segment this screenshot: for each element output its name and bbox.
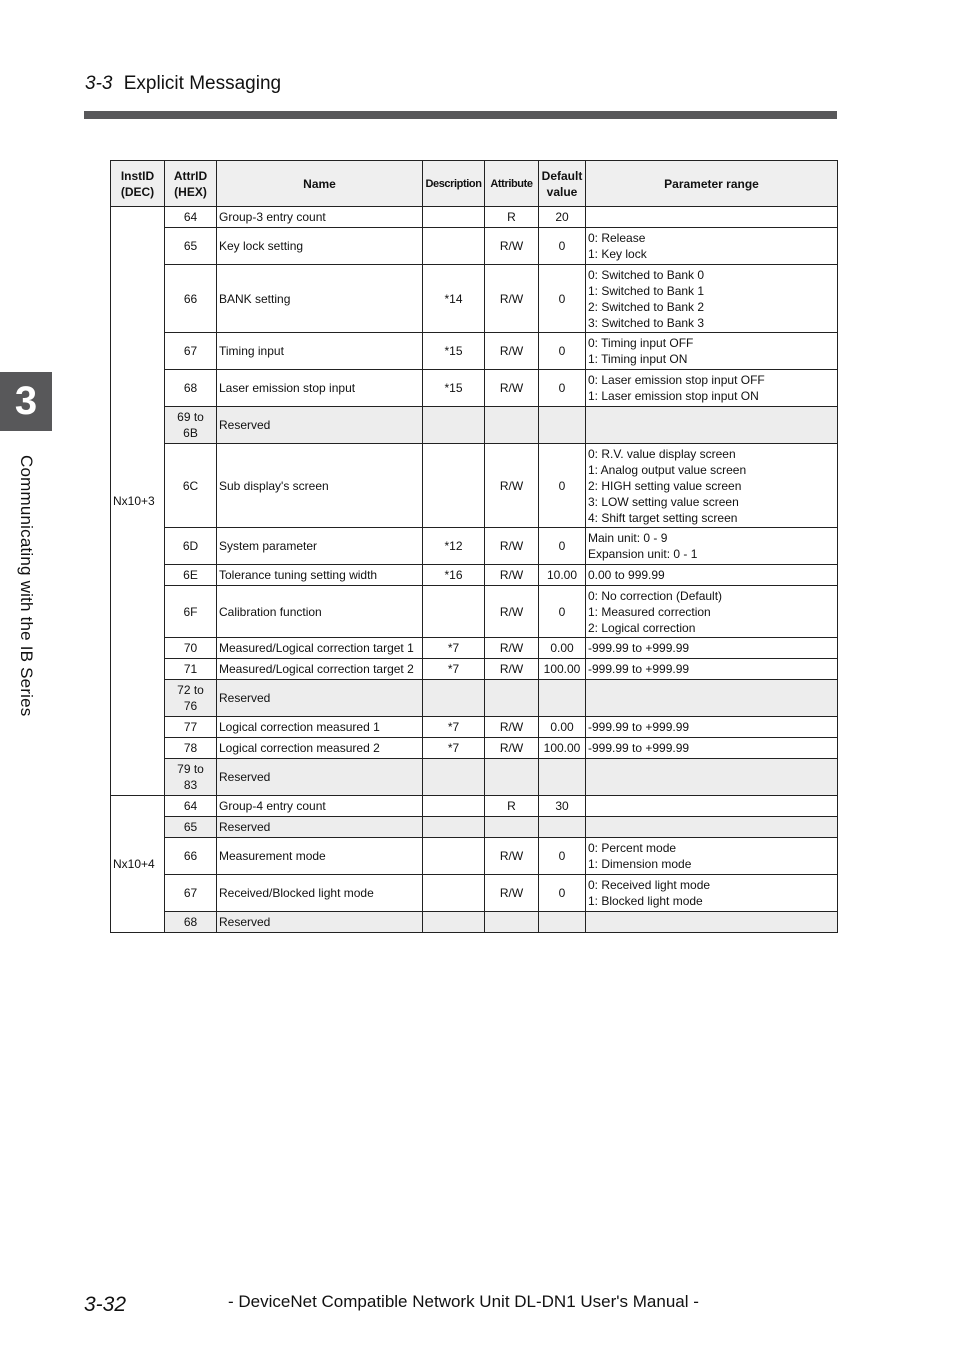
attr-id-cell: 69 to 6B	[165, 407, 217, 444]
name-cell: Timing input	[217, 333, 423, 370]
attr-id-cell: 78	[165, 738, 217, 759]
description-cell: *14	[423, 265, 485, 333]
attr-id-cell: 67	[165, 333, 217, 370]
description-cell	[423, 912, 485, 933]
description-cell	[423, 228, 485, 265]
table-row	[111, 875, 838, 912]
name-cell: Measured/Logical correction target 2	[217, 659, 423, 680]
attribute-cell: R/W	[485, 875, 539, 912]
parameter-range-cell: 0: No correction (Default) 1: Measured correction 2: Logical correction	[586, 586, 838, 638]
default-value-cell: 0	[539, 370, 586, 407]
default-value-cell: 30	[539, 796, 586, 817]
parameter-range-cell	[586, 796, 838, 817]
default-value-cell	[539, 759, 586, 796]
name-cell: Reserved	[217, 407, 423, 444]
default-value-cell: 20	[539, 207, 586, 228]
attribute-cell: R/W	[485, 528, 539, 565]
default-value-cell: 0	[539, 586, 586, 638]
attribute-cell: R/W	[485, 565, 539, 586]
parameter-range-cell: 0: Laser emission stop input OFF 1: Laser emission stop input ON	[586, 370, 838, 407]
attr-id-cell: 68	[165, 370, 217, 407]
parameter-range-cell: -999.99 to +999.99	[586, 659, 838, 680]
table-row	[111, 659, 838, 680]
description-cell: *7	[423, 717, 485, 738]
attribute-cell: R/W	[485, 228, 539, 265]
section-title: Explicit Messaging	[123, 73, 282, 94]
section-number: 3-3	[85, 73, 113, 94]
description-cell	[423, 759, 485, 796]
attribute-cell: R/W	[485, 586, 539, 638]
parameter-range-cell: 0: R.V. value display screen 1: Analog output value screen 2: HIGH setting value screen 3: LOW setting value screen 4: Shift target setting screen	[586, 444, 838, 528]
table-row	[111, 407, 838, 444]
col-name: Name	[217, 161, 423, 207]
description-cell	[423, 407, 485, 444]
description-cell: *16	[423, 565, 485, 586]
attr-id-cell: 79 to 83	[165, 759, 217, 796]
attr-id-cell: 71	[165, 659, 217, 680]
description-cell	[423, 444, 485, 528]
name-cell: Sub display's screen	[217, 444, 423, 528]
default-value-cell: 0.00	[539, 638, 586, 659]
attribute-cell	[485, 680, 539, 717]
table-row	[111, 207, 838, 228]
table-body	[111, 207, 838, 933]
attr-id-cell: 65	[165, 228, 217, 265]
col-attr-id: AttrID (HEX)	[165, 161, 217, 207]
chapter-tab: 3	[0, 372, 52, 431]
parameter-range-cell	[586, 912, 838, 933]
attr-id-cell: 77	[165, 717, 217, 738]
default-value-cell: 100.00	[539, 659, 586, 680]
attribute-cell: R/W	[485, 333, 539, 370]
table-row	[111, 817, 838, 838]
parameter-range-cell: -999.99 to +999.99	[586, 717, 838, 738]
parameter-range-cell	[586, 759, 838, 796]
default-value-cell: 0	[539, 875, 586, 912]
page-number: 3-32	[84, 1293, 127, 1316]
table-row	[111, 333, 838, 370]
name-cell: Group-4 entry count	[217, 796, 423, 817]
default-value-cell: 0	[539, 528, 586, 565]
description-cell	[423, 586, 485, 638]
description-cell: *15	[423, 370, 485, 407]
table-row	[111, 228, 838, 265]
table-row	[111, 680, 838, 717]
table-row	[111, 265, 838, 333]
attribute-cell	[485, 817, 539, 838]
table-row	[111, 838, 838, 875]
attribute-cell: R/W	[485, 444, 539, 528]
name-cell: Logical correction measured 1	[217, 717, 423, 738]
name-cell: Laser emission stop input	[217, 370, 423, 407]
attr-id-cell: 72 to 76	[165, 680, 217, 717]
name-cell: Tolerance tuning setting width	[217, 565, 423, 586]
attr-id-cell: 6D	[165, 528, 217, 565]
manual-title: - DeviceNet Compatible Network Unit DL-DN1 User's Manual -	[228, 1292, 699, 1311]
default-value-cell: 10.00	[539, 565, 586, 586]
default-value-cell: 0	[539, 838, 586, 875]
attr-id-cell: 66	[165, 838, 217, 875]
name-cell: Logical correction measured 2	[217, 738, 423, 759]
table-header-row	[111, 161, 838, 207]
default-value-cell: 0.00	[539, 717, 586, 738]
parameter-range-cell: 0: Received light mode 1: Blocked light mode	[586, 875, 838, 912]
parameter-range-cell	[586, 407, 838, 444]
name-cell: Calibration function	[217, 586, 423, 638]
chapter-title: Communicating with the IB Series	[17, 455, 36, 717]
name-cell: Reserved	[217, 759, 423, 796]
attribute-cell	[485, 407, 539, 444]
parameter-table	[110, 160, 838, 933]
description-cell	[423, 680, 485, 717]
description-cell: *15	[423, 333, 485, 370]
parameter-range-cell	[586, 207, 838, 228]
table-row	[111, 444, 838, 528]
description-cell	[423, 838, 485, 875]
attribute-cell: R/W	[485, 370, 539, 407]
attr-id-cell: 66	[165, 265, 217, 333]
name-cell: Reserved	[217, 912, 423, 933]
parameter-range-cell	[586, 680, 838, 717]
parameter-range-cell: Main unit: 0 - 9 Expansion unit: 0 - 1	[586, 528, 838, 565]
default-value-cell	[539, 407, 586, 444]
attr-id-cell: 6E	[165, 565, 217, 586]
description-cell	[423, 796, 485, 817]
description-cell: *7	[423, 638, 485, 659]
name-cell: Key lock setting	[217, 228, 423, 265]
default-value-cell: 100.00	[539, 738, 586, 759]
parameter-range-cell: 0.00 to 999.99	[586, 565, 838, 586]
description-cell	[423, 875, 485, 912]
attr-id-cell: 65	[165, 817, 217, 838]
default-value-cell: 0	[539, 333, 586, 370]
parameter-range-cell: 0: Timing input OFF 1: Timing input ON	[586, 333, 838, 370]
name-cell: System parameter	[217, 528, 423, 565]
attribute-cell: R/W	[485, 638, 539, 659]
table-row	[111, 370, 838, 407]
parameter-range-cell: -999.99 to +999.99	[586, 738, 838, 759]
description-cell: *7	[423, 738, 485, 759]
col-description: Description	[423, 161, 485, 207]
description-cell: *12	[423, 528, 485, 565]
attribute-cell: R	[485, 796, 539, 817]
name-cell: Measurement mode	[217, 838, 423, 875]
table-row	[111, 796, 838, 817]
col-range: Parameter range	[586, 161, 838, 207]
attr-id-cell: 67	[165, 875, 217, 912]
attribute-cell: R/W	[485, 265, 539, 333]
parameter-range-cell: 0: Percent mode 1: Dimension mode	[586, 838, 838, 875]
description-cell	[423, 817, 485, 838]
parameter-range-cell: -999.99 to +999.99	[586, 638, 838, 659]
attr-id-cell: 64	[165, 796, 217, 817]
attribute-cell: R/W	[485, 738, 539, 759]
attribute-cell	[485, 912, 539, 933]
name-cell: Reserved	[217, 680, 423, 717]
inst-id-cell: Nx10+4	[111, 796, 165, 933]
description-cell	[423, 207, 485, 228]
name-cell: BANK setting	[217, 265, 423, 333]
attribute-cell	[485, 759, 539, 796]
col-default: Default value	[539, 161, 586, 207]
default-value-cell	[539, 680, 586, 717]
attr-id-cell: 68	[165, 912, 217, 933]
default-value-cell: 0	[539, 444, 586, 528]
table-row	[111, 565, 838, 586]
col-inst-id: InstID (DEC)	[111, 161, 165, 207]
table-row	[111, 586, 838, 638]
inst-id-cell: Nx10+3	[111, 207, 165, 796]
attr-id-cell: 70	[165, 638, 217, 659]
table-row	[111, 912, 838, 933]
default-value-cell	[539, 912, 586, 933]
section-heading	[85, 73, 281, 95]
attr-id-cell: 6C	[165, 444, 217, 528]
table-row	[111, 738, 838, 759]
col-attribute: Attribute	[485, 161, 539, 207]
attribute-cell: R/W	[485, 659, 539, 680]
parameter-range-cell: 0: Release 1: Key lock	[586, 228, 838, 265]
parameter-range-cell: 0: Switched to Bank 0 1: Switched to Bank 1 2: Switched to Bank 2 3: Switched to Bank 3	[586, 265, 838, 333]
default-value-cell: 0	[539, 265, 586, 333]
name-cell: Group-3 entry count	[217, 207, 423, 228]
attr-id-cell: 6F	[165, 586, 217, 638]
attribute-cell: R/W	[485, 717, 539, 738]
name-cell: Reserved	[217, 817, 423, 838]
table-row	[111, 717, 838, 738]
name-cell: Measured/Logical correction target 1	[217, 638, 423, 659]
attribute-cell: R	[485, 207, 539, 228]
table-row	[111, 638, 838, 659]
description-cell: *7	[423, 659, 485, 680]
attr-id-cell: 64	[165, 207, 217, 228]
default-value-cell	[539, 817, 586, 838]
default-value-cell: 0	[539, 228, 586, 265]
header-rule	[84, 111, 837, 119]
table-row	[111, 528, 838, 565]
table-row	[111, 759, 838, 796]
parameter-range-cell	[586, 817, 838, 838]
name-cell: Received/Blocked light mode	[217, 875, 423, 912]
attribute-cell: R/W	[485, 838, 539, 875]
